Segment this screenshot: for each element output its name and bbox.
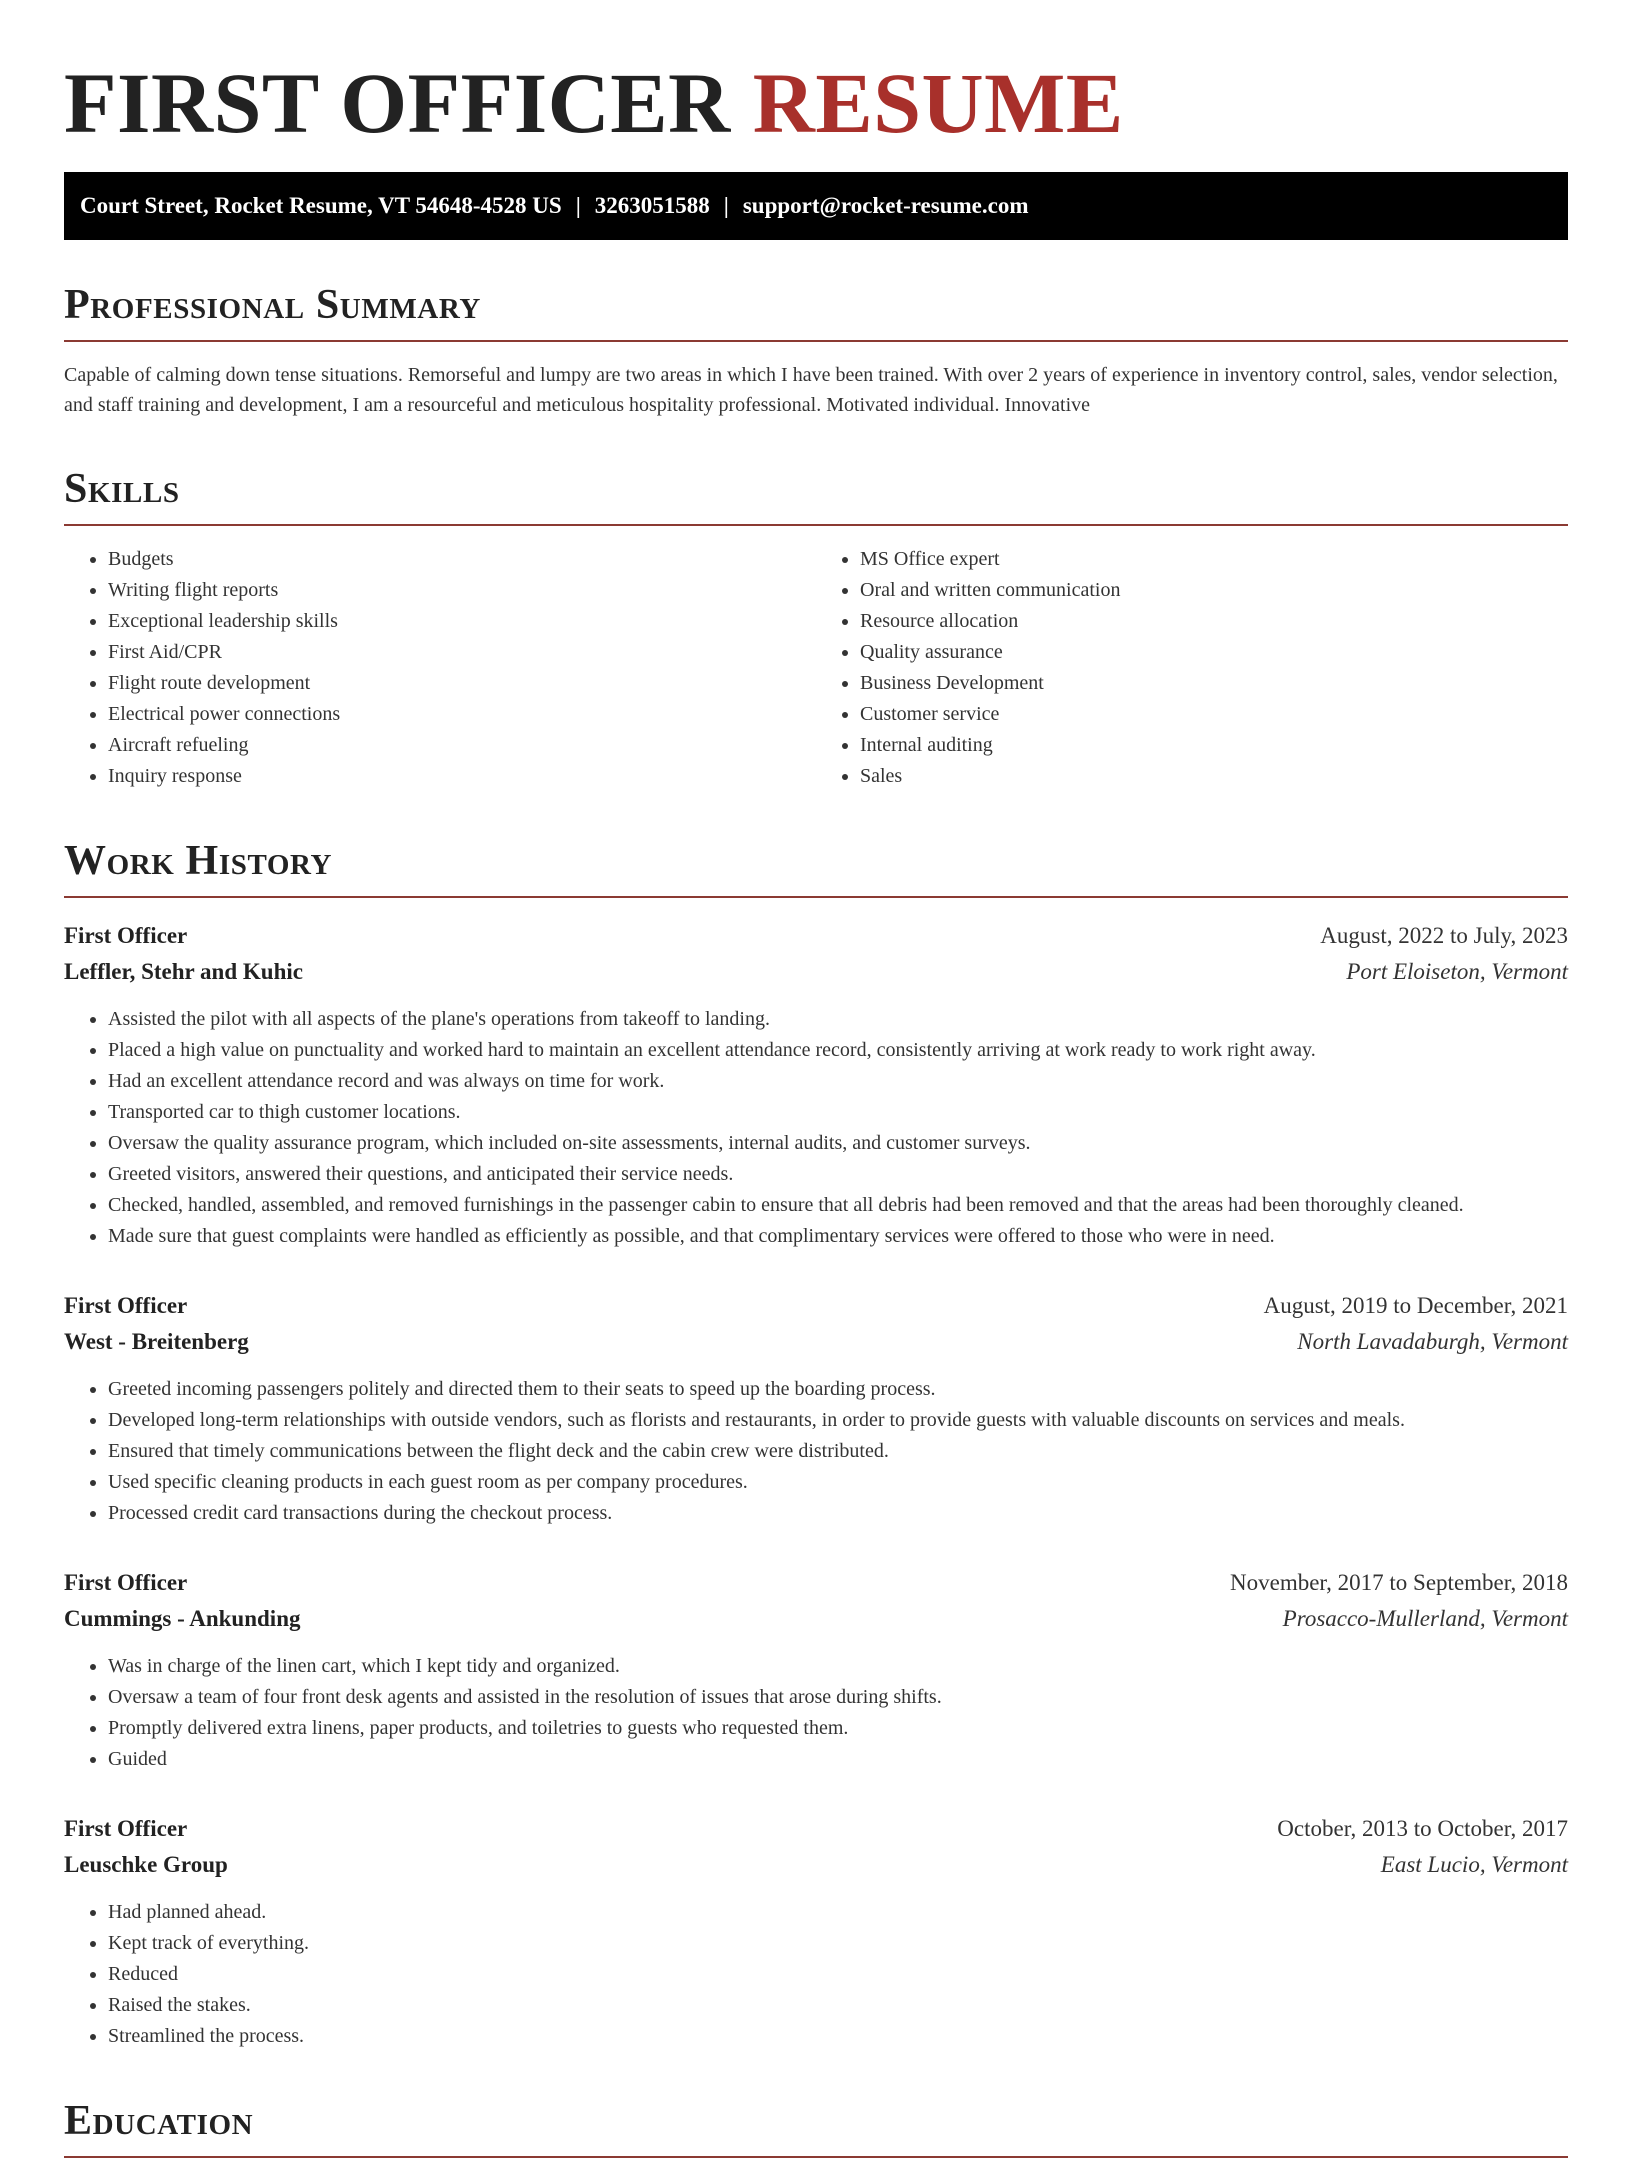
job-bullet: • Ensured that timely communications between the flight deck and the cabin crew were distributed. bbox=[108, 1436, 1568, 1467]
job-bullet: • Was in charge of the linen cart, which I kept tidy and organized. bbox=[108, 1651, 1568, 1682]
job-bullet: • Assisted the pilot with all aspects of the plane's operations from takeoff to landing. bbox=[108, 1004, 1568, 1035]
job-header-row bbox=[64, 1811, 1568, 1847]
job-company: Cummings - Ankunding bbox=[64, 1606, 301, 1631]
job-entry bbox=[64, 1811, 1568, 2052]
job-bullet: • Developed long-term relationships with outside vendors, such as florists and restaurants, in order to provide guests with valuable discounts on services and meals. bbox=[108, 1405, 1568, 1436]
job-company: Leuschke Group bbox=[64, 1852, 228, 1877]
title-accent: RESUME bbox=[752, 55, 1124, 151]
job-title: First Officer bbox=[64, 1816, 188, 1841]
job-bullet: • Made sure that guest complaints were handled as efficiently as possible, and that complimentary services were offered to those who were in need. bbox=[108, 1221, 1568, 1252]
contact-address: Court Street, Rocket Resume, VT 54648-4528 US bbox=[80, 193, 562, 218]
skill-item: • Resource allocation bbox=[860, 606, 1568, 637]
job-entry bbox=[64, 1565, 1568, 1775]
job-location: North Lavadaburgh, Vermont bbox=[1297, 1329, 1568, 1354]
job-entry bbox=[64, 918, 1568, 1252]
skill-item: • Exceptional leadership skills bbox=[108, 606, 816, 637]
job-bullet: • Processed credit card transactions during the checkout process. bbox=[108, 1498, 1568, 1529]
job-company-row bbox=[64, 1324, 1568, 1360]
job-company-row bbox=[64, 954, 1568, 990]
skill-item: • Writing flight reports bbox=[108, 575, 816, 606]
job-bullet: • Streamlined the process. bbox=[108, 2021, 1568, 2052]
contact-bar bbox=[64, 172, 1568, 240]
job-title: First Officer bbox=[64, 923, 188, 948]
skill-item: • Internal auditing bbox=[860, 730, 1568, 761]
job-header-row bbox=[64, 1565, 1568, 1601]
job-bullet: • Oversaw the quality assurance program, which included on-site assessments, internal audits, and customer surveys. bbox=[108, 1128, 1568, 1159]
summary-heading: Professional Summary bbox=[64, 280, 1568, 342]
skill-item: • Sales bbox=[860, 761, 1568, 792]
job-entry bbox=[64, 1288, 1568, 1529]
job-dates: October, 2013 to October, 2017 bbox=[1277, 1816, 1568, 1841]
work-history-section bbox=[64, 836, 1568, 2052]
summary-section bbox=[64, 280, 1568, 420]
job-bullets bbox=[64, 1374, 1568, 1529]
contact-separator: | bbox=[723, 193, 729, 218]
skills-column-left bbox=[64, 544, 816, 792]
job-bullet: • Kept track of everything. bbox=[108, 1928, 1568, 1959]
job-header-row bbox=[64, 918, 1568, 954]
job-bullet: • Had an excellent attendance record and was always on time for work. bbox=[108, 1066, 1568, 1097]
resume-page bbox=[64, 56, 1568, 2158]
job-dates: November, 2017 to September, 2018 bbox=[1230, 1570, 1568, 1595]
job-bullet: • Had planned ahead. bbox=[108, 1897, 1568, 1928]
job-bullet: • Oversaw a team of four front desk agents and assisted in the resolution of issues that arose during shifts. bbox=[108, 1682, 1568, 1713]
skill-item: • Inquiry response bbox=[108, 761, 816, 792]
job-title: First Officer bbox=[64, 1570, 188, 1595]
job-company: West - Breitenberg bbox=[64, 1329, 249, 1354]
skill-item: • Quality assurance bbox=[860, 637, 1568, 668]
job-company-row bbox=[64, 1601, 1568, 1637]
education-heading: Education bbox=[64, 2096, 1568, 2158]
skill-item: • Business Development bbox=[860, 668, 1568, 699]
job-bullet: • Greeted incoming passengers politely and directed them to their seats to speed up the boarding process. bbox=[108, 1374, 1568, 1405]
skill-item: • Electrical power connections bbox=[108, 699, 816, 730]
skill-item: • Budgets bbox=[108, 544, 816, 575]
job-company-row bbox=[64, 1847, 1568, 1883]
contact-separator: | bbox=[575, 193, 581, 218]
job-dates: August, 2019 to December, 2021 bbox=[1263, 1293, 1568, 1318]
contact-phone: 3263051588 bbox=[594, 193, 710, 218]
skill-item: • Flight route development bbox=[108, 668, 816, 699]
skill-item: • First Aid/CPR bbox=[108, 637, 816, 668]
job-bullet: • Used specific cleaning products in each guest room as per company procedures. bbox=[108, 1467, 1568, 1498]
skills-section bbox=[64, 464, 1568, 792]
job-bullets bbox=[64, 1897, 1568, 2052]
skill-item: • Customer service bbox=[860, 699, 1568, 730]
job-title: First Officer bbox=[64, 1293, 188, 1318]
skill-item: • Oral and written communication bbox=[860, 575, 1568, 606]
summary-text: Capable of calming down tense situations. Remorseful and lumpy are two areas in which I have been trained. With over 2 years of experience in inventory control, sales, vendor selection, and staff training and development, I am a resourceful and meticulous hospitality professional. Motivated individual. Innovative bbox=[64, 364, 1558, 416]
job-bullet: • Guided bbox=[108, 1744, 1568, 1775]
job-bullet: • Checked, handled, assembled, and removed furnishings in the passenger cabin to ensure that all debris had been removed and that the areas had been thoroughly cleaned. bbox=[108, 1190, 1568, 1221]
job-bullet: • Greeted visitors, answered their questions, and anticipated their service needs. bbox=[108, 1159, 1568, 1190]
skill-item: • Aircraft refueling bbox=[108, 730, 816, 761]
job-dates: August, 2022 to July, 2023 bbox=[1320, 923, 1568, 948]
job-bullet: • Reduced bbox=[108, 1959, 1568, 1990]
job-bullets bbox=[64, 1004, 1568, 1252]
resume-title bbox=[64, 56, 1568, 150]
job-bullet: • Placed a high value on punctuality and worked hard to maintain an excellent attendance record, consistently arriving at work ready to work right away. bbox=[108, 1035, 1568, 1066]
skills-grid bbox=[64, 544, 1568, 792]
job-header-row bbox=[64, 1288, 1568, 1324]
job-location: Prosacco-Mullerland, Vermont bbox=[1282, 1606, 1568, 1631]
contact-email: support@rocket-resume.com bbox=[742, 193, 1029, 218]
job-bullet: • Promptly delivered extra linens, paper products, and toiletries to guests who requested them. bbox=[108, 1713, 1568, 1744]
job-location: Port Eloiseton, Vermont bbox=[1346, 959, 1568, 984]
skills-heading: Skills bbox=[64, 464, 1568, 526]
skill-item: • MS Office expert bbox=[860, 544, 1568, 575]
education-section bbox=[64, 2096, 1568, 2158]
skills-column-right bbox=[816, 544, 1568, 792]
job-bullets bbox=[64, 1651, 1568, 1775]
work-history-heading: Work History bbox=[64, 836, 1568, 898]
title-main: FIRST OFFICER bbox=[64, 55, 731, 151]
job-bullet: • Raised the stakes. bbox=[108, 1990, 1568, 2021]
job-location: East Lucio, Vermont bbox=[1380, 1852, 1568, 1877]
job-bullet: • Transported car to thigh customer locations. bbox=[108, 1097, 1568, 1128]
job-company: Leffler, Stehr and Kuhic bbox=[64, 959, 303, 984]
